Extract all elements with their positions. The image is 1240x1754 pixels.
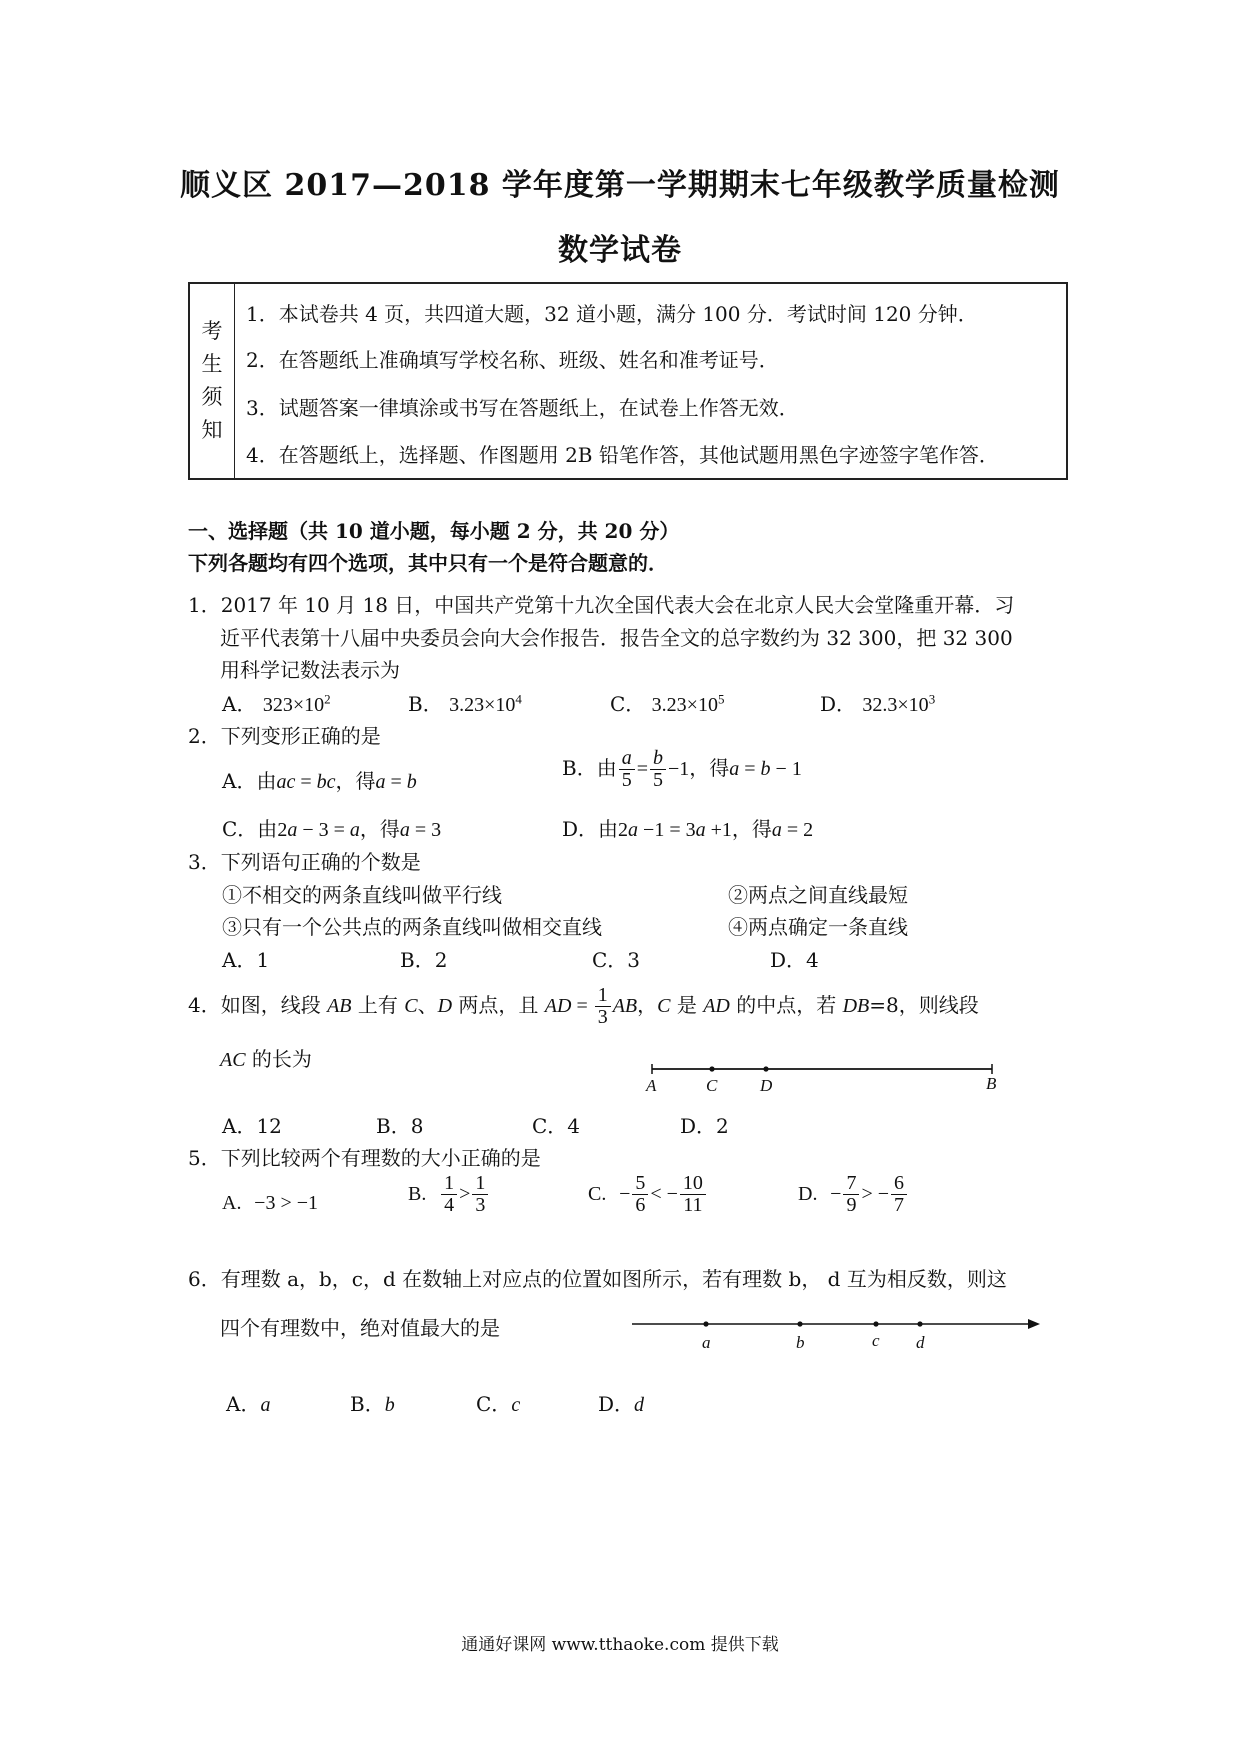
statement-4: ④两点确定一条直线: [728, 915, 908, 939]
math-op: −: [830, 1183, 842, 1205]
axis-label-b: b: [796, 1333, 805, 1352]
option-label: C．由: [222, 817, 278, 841]
notice-item: 2．在答题纸上准确填写学校名称、班级、姓名和准考证号．: [246, 348, 779, 372]
text: 的中点，若: [729, 993, 843, 1017]
exponent: 2: [324, 691, 331, 707]
number-line-figure: [620, 1310, 1050, 1356]
math-op: =: [636, 758, 648, 780]
denominator: 3: [597, 1006, 608, 1028]
option-text: ，得: [359, 817, 400, 841]
question-4-line2: [220, 1043, 312, 1072]
numerator: 10: [680, 1173, 706, 1195]
exam-title: 顺义区 2017—2018 学年度第一学期期末七年级教学质量检测: [180, 168, 1060, 203]
text: 、: [417, 993, 438, 1017]
math-term: bc: [316, 771, 336, 793]
option-b[interactable]: B．8: [376, 1114, 424, 1138]
notice-label-char: 生: [201, 352, 223, 376]
numerator: b: [650, 748, 666, 770]
text: 上有: [351, 993, 405, 1017]
notice-label-char: 知: [201, 418, 223, 442]
option-label: A．由: [222, 769, 277, 793]
option-value: 3.23×10: [449, 694, 516, 716]
question-1-line3: 用科学记数法表示为: [220, 658, 400, 682]
question-1-line1: 1．2017 年 10 月 18 日，中国共产党第十九次全国代表大会在北京人民大会堂隆重开幕．习: [188, 593, 1015, 617]
fraction: [472, 1173, 488, 1216]
math-op: < −: [650, 1183, 678, 1205]
option-label: A．: [226, 1392, 261, 1416]
option-c[interactable]: [588, 1173, 708, 1216]
axis-label-d: d: [916, 1333, 925, 1352]
axis-arrow: [1028, 1319, 1040, 1329]
math-op: =: [385, 771, 407, 793]
denominator: 3: [475, 1194, 486, 1216]
option-text: ，得: [335, 769, 376, 793]
question-6-line1: 6．有理数 a，b，c，d 在数轴上对应点的位置如图所示，若有理数 b， d 互为相反数，则这: [188, 1267, 1007, 1291]
math-term: a: [628, 819, 639, 841]
numerator: 7: [843, 1173, 859, 1195]
footer-text: 通通好课网 www.tthaoke.com 提供下载: [461, 1635, 779, 1655]
math-op: =: [571, 995, 593, 1017]
fraction: [441, 1173, 457, 1216]
math-term: AB: [327, 995, 352, 1017]
option-value: 3.23×10: [651, 694, 718, 716]
denominator: 11: [683, 1194, 703, 1216]
math-term: 2: [277, 819, 288, 841]
numerator: 6: [891, 1173, 907, 1195]
notice-label-char: 考: [201, 319, 223, 343]
option-a[interactable]: A．1: [222, 948, 270, 972]
math-op: −: [619, 1183, 631, 1205]
math-op: − 3 =: [297, 819, 350, 841]
option-d[interactable]: [562, 813, 813, 842]
fraction: [680, 1173, 706, 1216]
exponent: 4: [515, 691, 522, 707]
fraction: [891, 1173, 907, 1216]
notice-item: 3．试题答案一律填涂或书写在答题纸上，在试卷上作答无效．: [246, 396, 799, 420]
section-heading: 一、选择题（共 10 道小题，每小题 2 分，共 20 分）: [188, 519, 680, 543]
question-4-line1: [188, 985, 979, 1028]
option-text: ，得: [689, 756, 730, 780]
fraction: [632, 1173, 648, 1216]
math-term: AB: [612, 995, 638, 1017]
option-b[interactable]: [408, 1173, 490, 1216]
fraction: [595, 985, 611, 1028]
math-term: a: [771, 819, 782, 841]
math-term: AD: [703, 995, 730, 1017]
option-label: D.: [798, 1183, 818, 1205]
math-term: C: [657, 995, 671, 1017]
denominator: 5: [621, 769, 632, 791]
math-op: =: [739, 758, 761, 780]
fraction: [650, 748, 666, 791]
math-op: =: [295, 771, 317, 793]
math-term: AD: [544, 995, 572, 1017]
option-b[interactable]: [408, 688, 522, 717]
exponent: 3: [928, 691, 936, 707]
math-term: b: [406, 771, 417, 793]
option-a[interactable]: [222, 765, 417, 794]
point-label-b: B: [986, 1074, 997, 1093]
denominator: 6: [635, 1194, 646, 1216]
math-op: +1: [705, 819, 732, 841]
point-marker: [709, 1066, 714, 1071]
point-marker: [703, 1321, 708, 1326]
question-2-stem: 2．下列变形正确的是: [188, 724, 381, 748]
section-instruction: 下列各题均有四个选项，其中只有一个是符合题意的．: [188, 551, 668, 575]
math-term: a: [729, 758, 740, 780]
option-value: a: [260, 1394, 271, 1416]
denominator: 7: [894, 1194, 905, 1216]
math-term: a: [287, 819, 298, 841]
math-op: = 2: [781, 819, 814, 841]
option-value: d: [634, 1394, 645, 1416]
numerator: 1: [595, 985, 611, 1007]
option-c[interactable]: C．4: [532, 1114, 581, 1138]
option-value: 323×10: [262, 694, 325, 716]
option-label: C.: [588, 1183, 607, 1205]
math-term: DB: [842, 995, 870, 1017]
option-d[interactable]: [820, 688, 935, 717]
notice-box: [188, 282, 1068, 480]
math-op: −1 = 3: [638, 819, 696, 841]
point-label-a: A: [646, 1076, 657, 1095]
math-op: >: [459, 1183, 471, 1205]
point-marker: [917, 1321, 922, 1326]
question-1-line2: 近平代表第十八届中央委员会向大会作报告．报告全文的总字数约为 32 300，把 32 300: [220, 626, 1013, 650]
option-value: 32.3×10: [862, 694, 929, 716]
math-term: ac: [276, 771, 296, 793]
option-value: b: [384, 1394, 395, 1416]
option-label: B．: [408, 692, 443, 716]
math-term: a: [399, 819, 410, 841]
option-a[interactable]: A．12: [222, 1114, 282, 1138]
notice-item: 4．在答题纸上，选择题、作图题用 2B 铅笔作答，其他试题用黑色字迹签字笔作答．: [246, 443, 999, 467]
numerator: 1: [441, 1173, 457, 1195]
text: 4．如图，线段: [188, 993, 328, 1017]
question-5-stem: 5．下列比较两个有理数的大小正确的是: [188, 1146, 541, 1170]
exam-subtitle: 数学试卷: [558, 233, 682, 268]
option-d[interactable]: D．2: [680, 1114, 729, 1138]
fraction: [619, 748, 635, 791]
option-label: B．: [350, 1392, 385, 1416]
numerator: a: [619, 748, 635, 770]
math-op: = 3: [409, 819, 442, 841]
math-op: − 1: [770, 758, 802, 780]
math-term: b: [760, 758, 771, 780]
option-d[interactable]: [798, 1173, 909, 1216]
option-a[interactable]: [226, 1388, 270, 1417]
axis-label-a: a: [702, 1333, 711, 1352]
denominator: 5: [652, 769, 663, 791]
text: 的长为: [245, 1047, 312, 1071]
option-label: B.: [408, 1183, 427, 1205]
option-label: A．: [222, 692, 257, 716]
numerator: 5: [632, 1173, 648, 1195]
text: ，: [637, 993, 658, 1017]
option-label: B．由: [562, 756, 617, 780]
statement-1: ①不相交的两条直线叫做平行线: [222, 883, 502, 907]
option-label: D．: [820, 692, 857, 716]
option-b[interactable]: B．2: [400, 948, 448, 972]
math-term: D: [437, 995, 453, 1017]
option-value: c: [511, 1394, 521, 1416]
text: =8，则线段: [869, 993, 979, 1017]
option-c[interactable]: [610, 688, 724, 717]
numerator: 1: [472, 1173, 488, 1195]
math-op: > −: [861, 1183, 890, 1205]
math-term: a: [375, 771, 386, 793]
option-d[interactable]: D．4: [770, 948, 819, 972]
point-marker: [797, 1321, 802, 1326]
segment-figure: [640, 1055, 1000, 1095]
option-label: C．: [610, 692, 646, 716]
notice-label: [190, 284, 235, 478]
statement-2: ②两点之间直线最短: [728, 883, 908, 907]
math-term: a: [695, 819, 706, 841]
option-text: ，得: [731, 817, 772, 841]
math-op: −1: [667, 758, 690, 780]
point-label-c: C: [706, 1076, 718, 1095]
option-label: A.: [222, 1192, 242, 1214]
option-a[interactable]: [222, 1190, 318, 1215]
point-marker: [873, 1321, 878, 1326]
text: 是: [670, 993, 704, 1017]
math-term: AC: [220, 1049, 246, 1071]
math-term: C: [404, 995, 418, 1017]
question-6-line2: 四个有理数中，绝对值最大的是: [220, 1316, 500, 1340]
option-b[interactable]: [562, 748, 802, 791]
axis-label-c: c: [872, 1331, 880, 1350]
option-c[interactable]: C．3: [592, 948, 641, 972]
point-marker: [763, 1066, 768, 1071]
option-value: −3 > −1: [254, 1192, 319, 1214]
notice-label-char: 须: [201, 385, 223, 409]
option-d[interactable]: [598, 1388, 644, 1417]
exponent: 5: [717, 691, 725, 707]
denominator: 9: [846, 1194, 857, 1216]
option-a[interactable]: [222, 688, 331, 717]
math-term: a: [349, 819, 360, 841]
point-label-d: D: [760, 1076, 773, 1095]
question-3-stem: 3．下列语句正确的个数是: [188, 850, 421, 874]
option-c[interactable]: [476, 1388, 520, 1417]
option-c[interactable]: [222, 813, 441, 842]
denominator: 4: [444, 1194, 455, 1216]
notice-item: 1．本试卷共 4 页，共四道大题，32 道小题，满分 100 分．考试时间 120 分钟．: [246, 302, 978, 326]
fraction: [843, 1173, 859, 1216]
math-term: 2: [618, 819, 629, 841]
option-label: D．: [598, 1392, 635, 1416]
statement-3: ③只有一个公共点的两条直线叫做相交直线: [222, 915, 602, 939]
option-b[interactable]: [350, 1388, 395, 1417]
text: 两点，且: [452, 993, 545, 1017]
option-label: D．由: [562, 817, 619, 841]
option-label: C．: [476, 1392, 512, 1416]
